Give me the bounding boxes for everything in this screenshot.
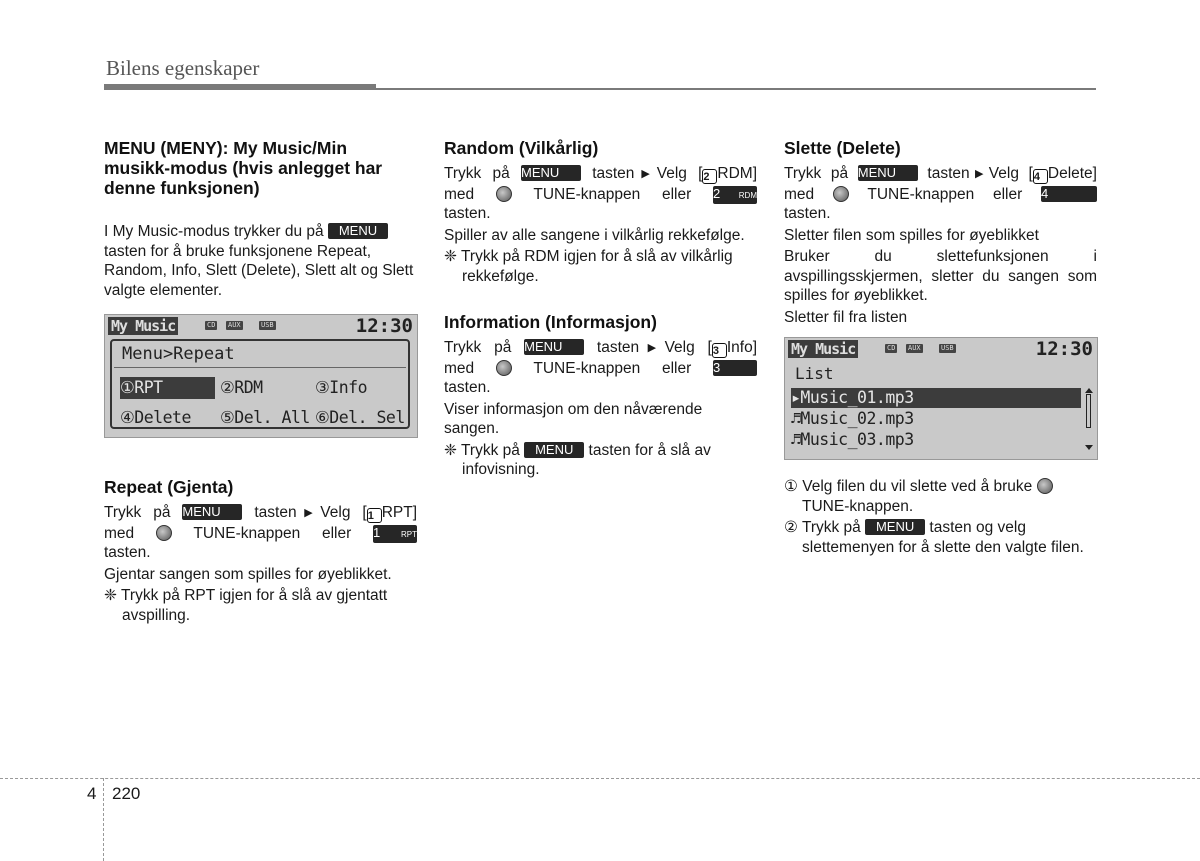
lcd-option-del-all: ⑤Del. All xyxy=(220,408,310,427)
footer-rule xyxy=(0,778,1200,779)
delete-heading: Slette (Delete) xyxy=(784,138,901,158)
lcd-status-bar xyxy=(785,338,1097,360)
note-icon: ❈ xyxy=(104,587,117,604)
lcd-option-info: ③Info xyxy=(315,378,368,397)
lcd-list-title: List xyxy=(795,364,834,383)
column-1 xyxy=(104,138,417,300)
number-4-icon: 4 xyxy=(1033,169,1048,184)
info-description: Viser informasjon om den nåværende sangen. xyxy=(444,400,703,437)
key-4-icon: 4 xyxy=(1041,186,1097,202)
header-rule-thin xyxy=(376,88,1096,90)
column-2: Random (Vilkårlig) Trykk på MENU tasten▶Velg [2 RDM] med TUNE-knappen eller 2 RDM tasten. Spiller av alle sangene i vilkårlig rekkefølge. ❈ Trykk på RDM igjen for å slå av vilkårlig rekkefølge. Information (Informasjon) Trykk på MENU tasten▶Velg [3 Info] med TUNE-knappen eller 3 tasten. Viser informasjon om den nåværende sangen. ❈ Trykk på MENU tasten for å slå av infovisning. xyxy=(444,138,758,478)
menu-key-icon: MENU xyxy=(182,504,242,520)
lcd-list-row: ♬Music_03.mp3 xyxy=(791,430,914,449)
number-2-icon: 2 xyxy=(702,169,717,184)
cd-chip-icon: CD xyxy=(207,321,216,329)
delete-step-2: ② Trykk på MENU tasten og velg slettemenyen for å slette den valgte filen. xyxy=(784,519,1084,556)
lcd-status-bar xyxy=(105,315,417,337)
delete-description-3: Sletter fil fra listen xyxy=(784,308,908,326)
menu-mode-heading: MENU (MENY): My Music/Min musikk-modus (hvis anlegget har denne funksjonen) xyxy=(104,138,383,198)
lcd-option-delete: ④Delete xyxy=(120,408,191,427)
arrow-right-icon: ▶ xyxy=(969,168,989,180)
tune-knob-icon xyxy=(496,186,512,202)
delete-steps xyxy=(784,477,1097,557)
menu-key-icon: MENU xyxy=(521,165,581,181)
lcd-menu-frame xyxy=(110,339,410,429)
menu-key-icon: MENU xyxy=(328,223,388,239)
delete-step-1: ① Velg filen du vil slette ved å bruke TUNE-knappen. xyxy=(784,477,1097,516)
repeat-heading: Repeat (Gjenta) xyxy=(104,477,234,497)
usb-chip-icon: USB xyxy=(261,321,274,329)
info-note: ❈ Trykk på MENU tasten for å slå av infovisning. xyxy=(444,441,711,478)
key-3-icon: 3 xyxy=(713,360,757,376)
delete-description-2: Bruker du slettefunksjonen i avspillingsskjermen, sletter du sangen som spilles for øyeblikket. xyxy=(784,248,1097,304)
menu-key-icon: MENU xyxy=(865,519,925,535)
menu-key-icon: MENU xyxy=(524,339,584,355)
arrow-right-icon: ▶ xyxy=(639,342,665,354)
repeat-section: Repeat (Gjenta) Trykk på MENU tasten▶Velg [1 RPT] med TUNE-knappen eller 1 RPT tasten. Gjentar sangen som spilles for øyeblikket. ❈ Trykk på RPT igjen for å slå av gjentatt avspilling. xyxy=(104,477,418,624)
lcd-menu-path: Menu>Repeat xyxy=(122,344,235,364)
tune-knob-icon xyxy=(496,360,512,376)
repeat-description: Gjentar sangen som spilles for øyeblikket. xyxy=(104,565,392,583)
tune-knob-icon xyxy=(833,186,849,202)
lcd-clock: 12:30 xyxy=(1035,338,1093,360)
lcd-mode-title: My Music xyxy=(108,317,178,335)
number-1-icon: 1 xyxy=(367,508,382,523)
key-1-rpt-icon: 1 RPT xyxy=(373,525,417,543)
tune-knob-icon xyxy=(156,525,172,541)
aux-chip-icon: AUX xyxy=(228,321,241,329)
lcd-option-rdm: ②RDM xyxy=(220,378,263,397)
delete-description-1: Sletter filen som spilles for øyeblikket xyxy=(784,226,1039,244)
cd-chip-icon: CD xyxy=(887,344,896,352)
lcd-mode-title: My Music xyxy=(788,340,858,358)
footer-divider xyxy=(103,778,104,861)
arrow-right-icon: ▶ xyxy=(296,507,321,519)
arrow-right-icon: ▶ xyxy=(634,168,657,180)
menu-key-icon: MENU xyxy=(858,165,918,181)
random-heading: Random (Vilkårlig) xyxy=(444,138,599,158)
page-number: 220 xyxy=(112,784,141,803)
repeat-note: ❈ Trykk på RPT igjen for å slå av gjentatt avspilling. xyxy=(104,587,388,624)
random-description: Spiller av alle sangene i vilkårlig rekkefølge. xyxy=(444,226,745,244)
note-icon: ❈ xyxy=(444,248,457,265)
lcd-menu-repeat-screen xyxy=(104,314,418,438)
note-icon: ❈ xyxy=(444,441,457,459)
info-heading: Information (Informasjon) xyxy=(444,312,657,332)
lcd-file-list-screen xyxy=(784,337,1098,460)
usb-chip-icon: USB xyxy=(941,344,954,352)
key-2-rdm-icon: 2 RDM xyxy=(713,186,757,204)
menu-key-icon: MENU xyxy=(524,442,584,458)
number-3-icon: 3 xyxy=(712,343,727,358)
menu-intro: I My Music-modus trykker du på MENU tasten for å bruke funksjonene Repeat, Random, Info, Slett (Delete), Slett alt og Slett valgte elementer. xyxy=(104,223,414,299)
header-title: Bilens egenskaper xyxy=(106,56,260,80)
column-3: Slette (Delete) Trykk på MENU tasten▶Velg [4 Delete] med TUNE-knappen eller 4 tasten. Sletter filen som spilles for øyeblikket Bruker du slettefunksjonen i avspillingsskjermen, sletter du sangen som spilles for øyeblikket. Sletter fil fra listen xyxy=(784,138,1097,326)
lcd-option-rpt: ①RPT xyxy=(120,377,215,399)
chapter-number: 4 xyxy=(87,784,97,803)
random-note: ❈ Trykk på RDM igjen for å slå av vilkårlig rekkefølge. xyxy=(444,248,733,285)
header-rule xyxy=(104,84,376,90)
lcd-clock: 12:30 xyxy=(355,315,413,337)
lcd-option-del-sel: ⑥Del. Sel xyxy=(315,408,405,427)
aux-chip-icon: AUX xyxy=(908,344,921,352)
lcd-scroll-thumb xyxy=(1086,394,1091,428)
tune-knob-icon xyxy=(1037,478,1053,494)
lcd-list-row: ♬Music_02.mp3 xyxy=(791,409,914,428)
lcd-scrollbar xyxy=(1085,388,1093,450)
lcd-list-row: ▸Music_01.mp3 xyxy=(791,388,1081,408)
